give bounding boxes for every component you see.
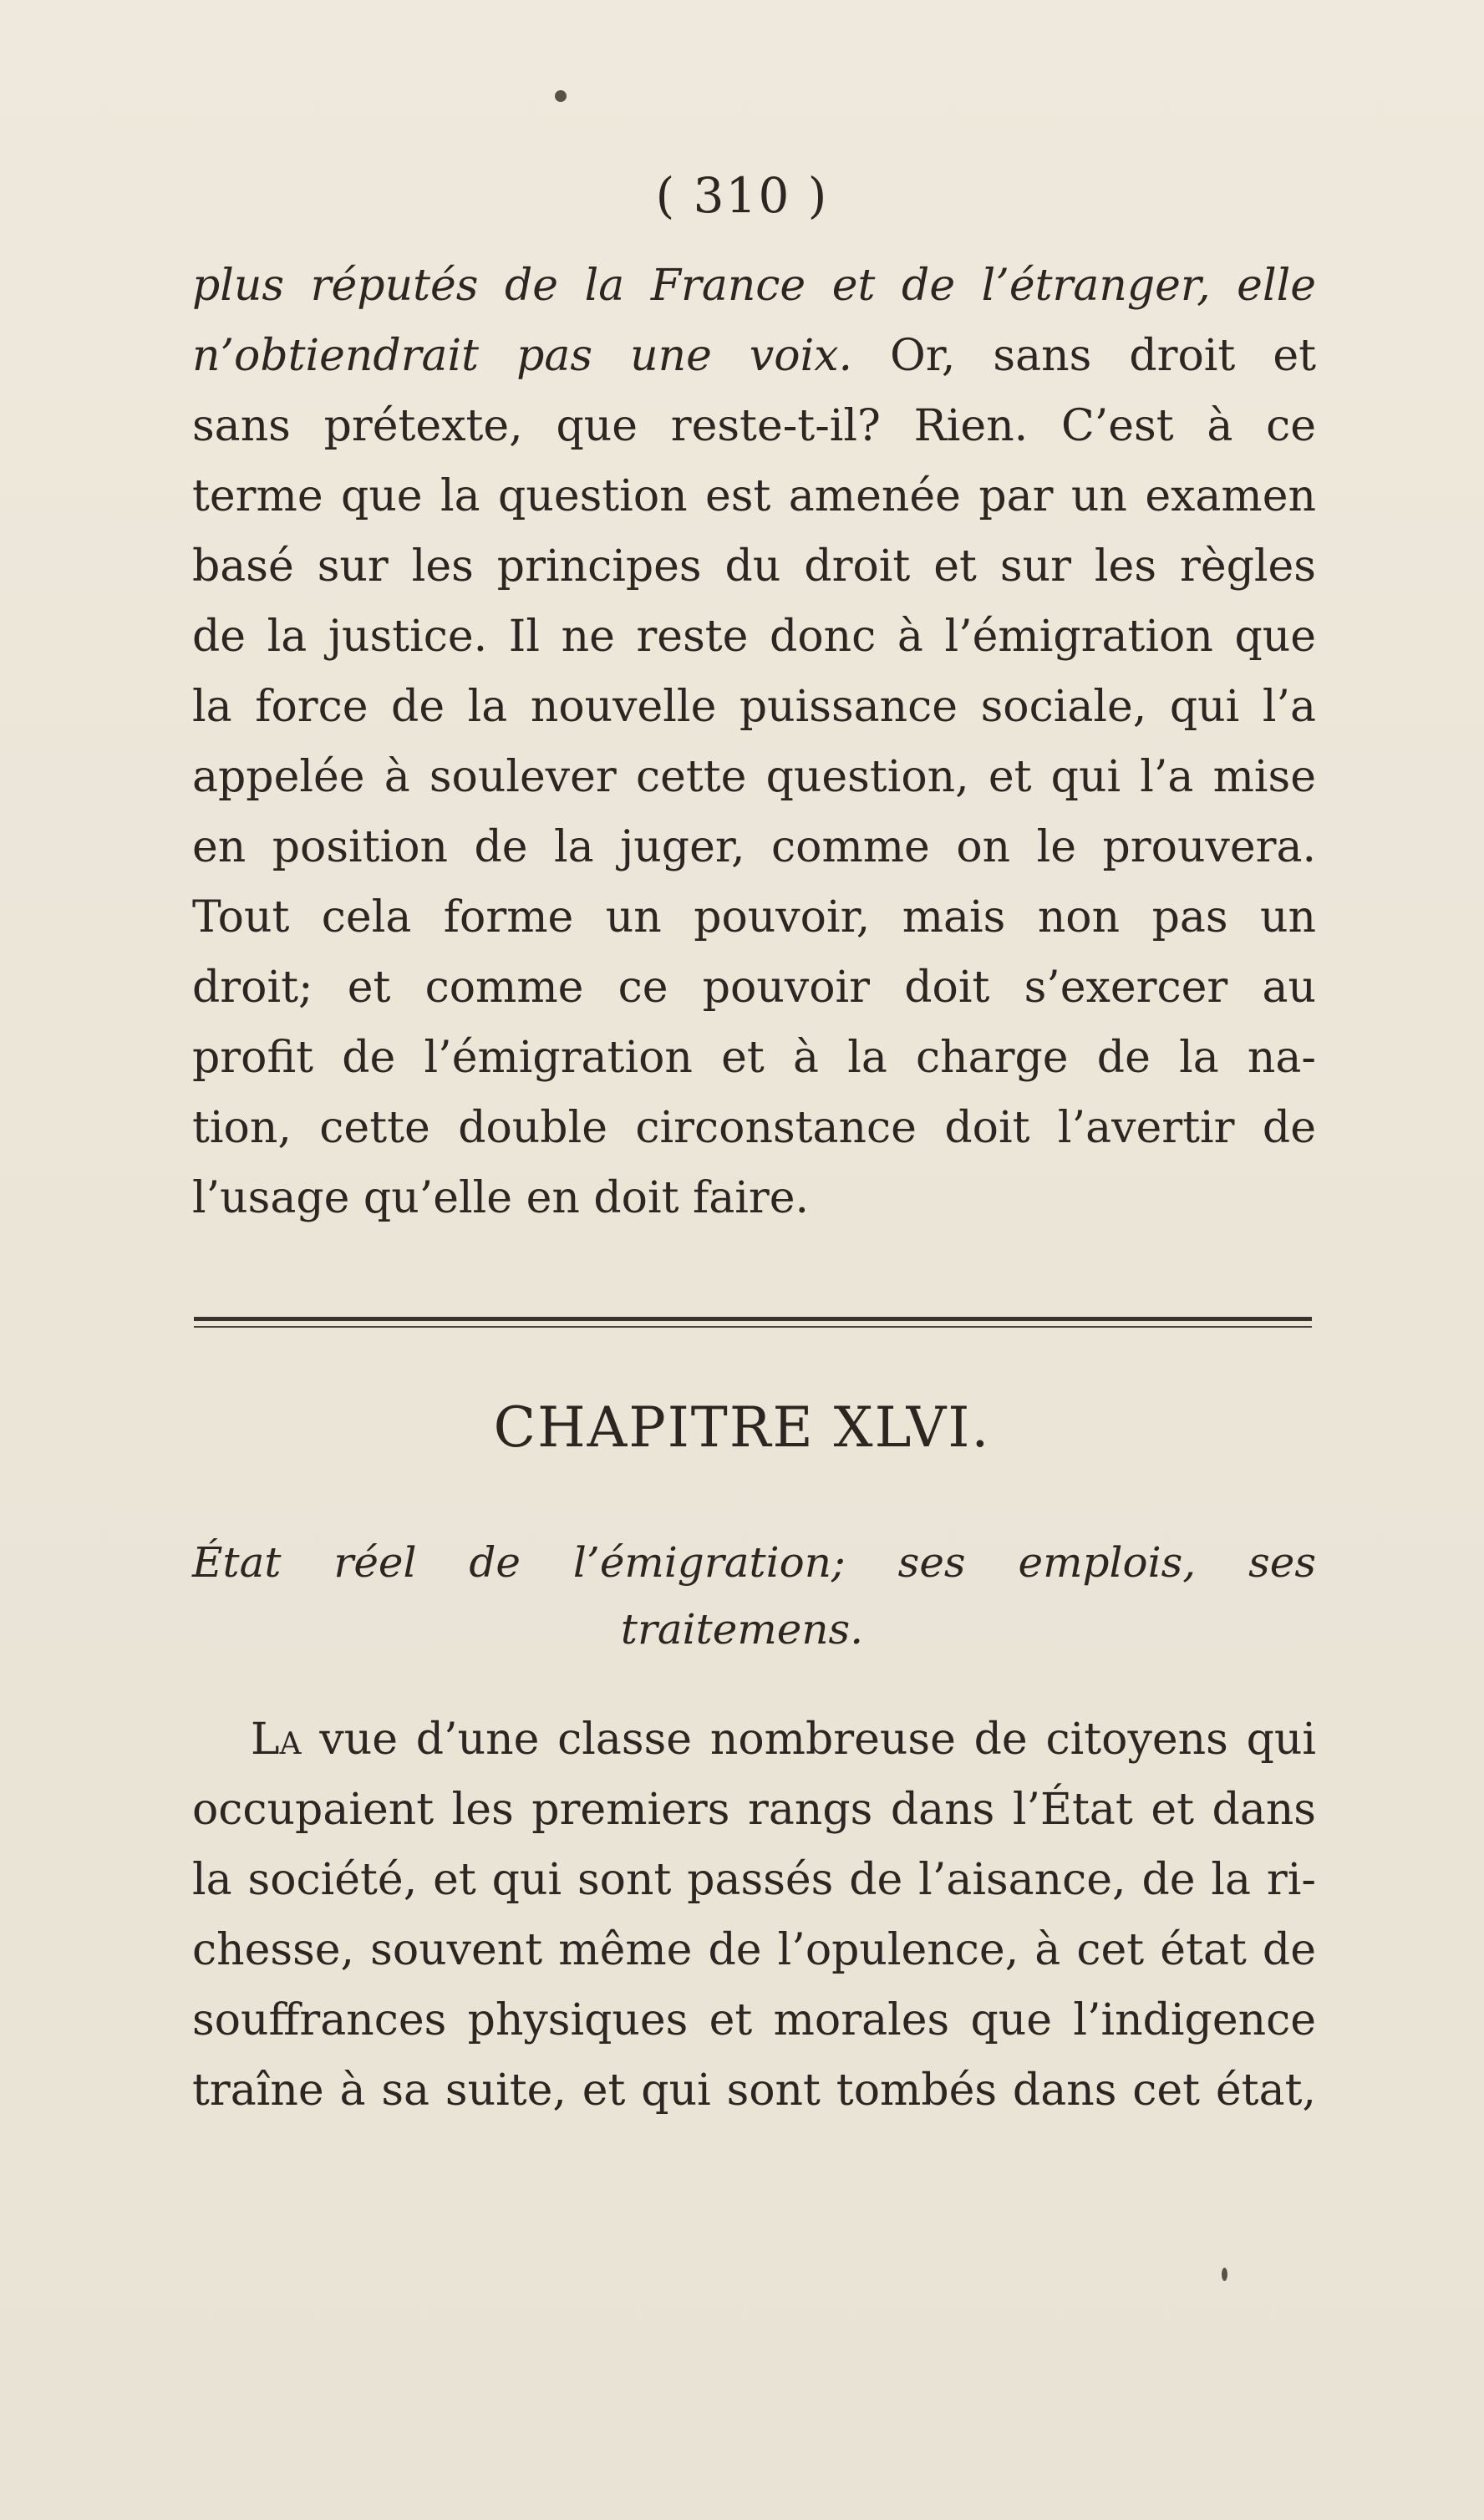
text-line: terme que la question est amenée par un examen [192, 471, 1316, 521]
text-line: Tout cela forme un pouvoir, mais non pas un [192, 892, 1316, 942]
text-line: traîne à sa suite, et qui sont tombés dans cet état, [192, 2065, 1316, 2116]
chapter-title: CHAPITRE XLVI. [493, 1395, 991, 1460]
text-line: l’usage qu’elle en doit faire. [192, 1173, 810, 1223]
text-line: sans prétexte, que reste-t-il? Rien. C’est à ce [192, 401, 1316, 451]
text-line: occupaient les premiers rangs dans l’État et dans [192, 1785, 1316, 1835]
text-line: en position de la juger, comme on le prouvera. [192, 822, 1316, 872]
text-line: la société, et qui sont passés de l’aisance, de la ri- [192, 1855, 1316, 1905]
section-divider-thin [194, 1326, 1312, 1328]
chapter-subtitle-line-2: traitemens. [620, 1605, 864, 1654]
drop-cap-word: La [251, 1715, 302, 1765]
section-divider-thick [194, 1317, 1312, 1321]
page-number: ( 310 ) [655, 167, 829, 224]
paragraph-continuation [192, 251, 1316, 1233]
text-line: la force de la nouvelle puissance sociale, qui l’a [192, 682, 1316, 732]
ink-speck [1222, 2268, 1227, 2281]
text-line: profit de l’émigration et à la charge de la na- [192, 1033, 1316, 1083]
roman-text: Or, sans droit et [890, 331, 1316, 381]
text-line: souffrances physiques et morales que l’indigence [192, 1995, 1316, 2045]
roman-text: vue d’une classe nombreuse de citoyens qui [319, 1715, 1317, 1765]
ink-speck [555, 90, 567, 102]
paragraph-chapter-opening [192, 1705, 1316, 2126]
text-line: plus réputés de la France et de l’étranger, elle [192, 261, 1316, 311]
text-line [192, 321, 1316, 391]
text-line: chesse, souvent même de l’opulence, à cet état de [192, 1925, 1316, 1975]
text-line: droit; et comme ce pouvoir doit s’exercer au [192, 963, 1316, 1013]
text-line: appelée à soulever cette question, et qui l’a mise [192, 752, 1316, 802]
chapter-subtitle-line-1: État réel de l’émigration; ses emplois, ses [192, 1538, 1316, 1587]
italic-text: n’obtiendrait pas une voix. [192, 331, 853, 381]
text-line: tion, cette double circonstance doit l’avertir de [192, 1103, 1316, 1153]
text-line [192, 1705, 1316, 1775]
text-line: de la justice. Il ne reste donc à l’émigration que [192, 612, 1316, 662]
text-line: basé sur les principes du droit et sur les règles [192, 541, 1316, 592]
